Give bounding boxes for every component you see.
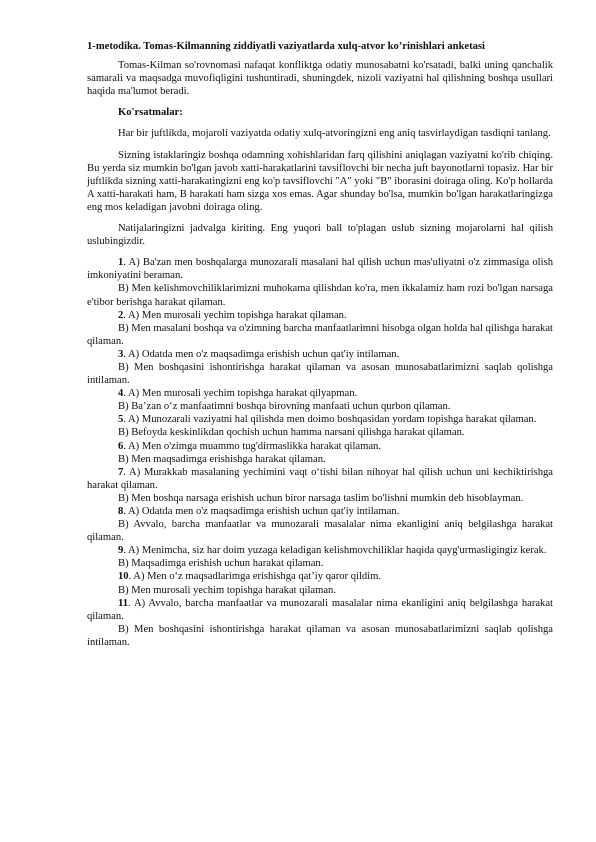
item-option-b: B) Maqsadimga erishish uchun harakat qilaman. <box>118 558 324 570</box>
item-number: 3 <box>118 348 124 360</box>
option-a-text: . A) Avvalo, barcha manfaatlar va munozarali masalalar nima ekanligini aniq belgilashga harakat qilaman. <box>87 597 553 622</box>
item-option-b: B) Befoyda keskinlikdan qochish uchun hamma narsani qilishga harakat qilaman. <box>118 427 465 439</box>
option-a-text: . A) Murakkab masalaning yechimini vaqt o‘tishi bilan nihoyat hal qilish uchun uni kechiktirishga harakat qilaman. <box>87 466 553 491</box>
option-a-text: . A) Men o‘z maqsadlarimga erishishga qat’iy qaror qildim. <box>128 571 382 583</box>
item-option-b: B) Men masalani boshqa va o'zimning barcha manfaatlarimni hisobga olgan holda hal qilishga harakat qilaman. <box>87 322 553 347</box>
item-option-b: B) Ba’zan o‘z manfaatimni boshqa birovning manfaati uchun qurbon qilaman. <box>118 401 451 413</box>
item-option-a <box>87 387 553 400</box>
instruction-paragraph: Har bir juftlikda, mojaroli vaziyatda odatiy xulq-atvoringizni eng aniq tasvirlaydigan tasdiqni tanlang. <box>118 128 551 140</box>
intro-paragraph: Tomas-Kilman so'rovnomasi nafaqat konfliktga odatiy munosabatni ko'rsatadi, balki uning qanchalik samarali va maqsadga muvofiqligini tushuntiradi, shuningdek, nizoli vaziyatni hal qilishning boshqa usullari haqida ma'lumot beradi. <box>87 60 553 98</box>
item-option-b: B) Men boshqasini ishontirishga harakat qilaman va asosan munosabatlarimizni saqlab qolishga intilaman. <box>87 623 553 648</box>
item-option-b: B) Avvalo, barcha manfaatlar va munozarali masalalar nima ekanligini aniq belgilashga harakat qilaman. <box>87 519 553 544</box>
option-a-text: . A) Men o'zimga muammo tug'dirmaslikka harakat qilaman. <box>123 440 382 452</box>
item-number: 8 <box>118 506 124 517</box>
item-option-b: B) Men boshqasini ishontirishga harakat qilaman va asosan munosabatlarimizni saqlab qolishga intilaman. <box>87 361 553 387</box>
item-option-a <box>87 597 553 623</box>
item-number: 2 <box>118 309 124 321</box>
item-number: 5 <box>118 414 124 426</box>
item-option-b: B) Men maqsadimga erishishga harakat qilaman. <box>118 453 326 465</box>
item-number: 10 <box>118 571 129 583</box>
document-page <box>87 40 553 649</box>
item-option-a <box>87 440 553 453</box>
item-option-b: B) Men murosali yechim topishga harakat qilaman. <box>118 584 336 596</box>
instructions-heading: Ko'rsatmalar: <box>118 107 183 119</box>
item-option-a <box>87 348 553 361</box>
option-a-text: . A) Men murosali yechim topishga harakat qilyapman. <box>123 388 358 400</box>
item-option-a <box>87 544 553 557</box>
item-number: 1 <box>118 257 124 269</box>
item-option-b: B) Men boshqa narsaga erishish uchun biror narsaga taslim bo'lishni mumkin deb hisoblayman. <box>118 492 524 504</box>
option-a-text: . A) Menimcha, siz har doim yuzaga keladigan kelishmovchiliklar haqida qayg'urmasligingiz kerak. <box>123 545 547 557</box>
option-a-text: . A) Ba'zan men boshqalarga munozarali masalani hal qilish uchun mas'uliyatni o'z zimmasiga olish imkoniyatini beraman. <box>87 257 553 282</box>
item-option-a <box>87 309 553 322</box>
item-number: 6 <box>118 440 124 452</box>
item-option-b: B) Men kelishmovchiliklarimizni muhokama qilishdan ko'ra, men ikkalamiz ham rozi bo'lgan narsaga e'tibor berishga harakat qilaman. <box>87 283 553 308</box>
option-a-text: . A) Munozarali vaziyatni hal qilishda men doimo boshqasidan yordam topishga harakat qilaman. <box>123 414 537 426</box>
item-option-a <box>87 570 553 583</box>
instruction-paragraph: Natijalaringizni jadvalga kiriting. Eng yuqori ball to'plagan uslub sizning mojarolarni hal qilish uslubingizdir. <box>87 223 553 248</box>
item-option-a <box>87 413 553 426</box>
item-number: 4 <box>118 388 124 400</box>
document-title: 1-metodika. Tomas-Kilmanning ziddiyatli vaziyatlarda xulq-atvor ko’rinishlari anketasi <box>87 41 485 52</box>
item-option-a <box>87 505 553 518</box>
option-a-text: . A) Men murosali yechim topishga harakat qilaman. <box>123 309 347 321</box>
item-number: 11 <box>118 597 129 609</box>
item-option-a <box>87 256 553 282</box>
item-option-a <box>87 466 553 492</box>
option-a-text: . A) Odatda men o'z maqsadimga erishish uchun qat'iy intilaman. <box>123 506 400 517</box>
item-number: 7 <box>118 466 124 478</box>
option-a-text: . A) Odatda men o'z maqsadimga erishish uchun qat'iy intilaman. <box>123 348 400 360</box>
item-number: 9 <box>118 545 124 557</box>
questionnaire-items <box>87 256 553 649</box>
instruction-paragraph: Sizning istaklaringiz boshqa odamning xohishlaridan farq qilishini aniqlagan vaziyatni ko'rib chiqing. Bu yerda siz mumkin bo'lgan javob xatti-harakatlarini tavsiflovchi bir necha juft bayonotlarni topasiz. Har bir juftlikda sizning xatti-harakatingizni eng ko'p tavsiflovchi "A" yoki "B" iborasini doiraga oling. Ko'p hollarda A xatti-harakati ham, B harakati ham sizga xos emas. Agar shunday bo'lsa, mumkin bo'lgan harakatlaringizga eng mos keladigan javobni doiraga oling. <box>87 149 553 213</box>
